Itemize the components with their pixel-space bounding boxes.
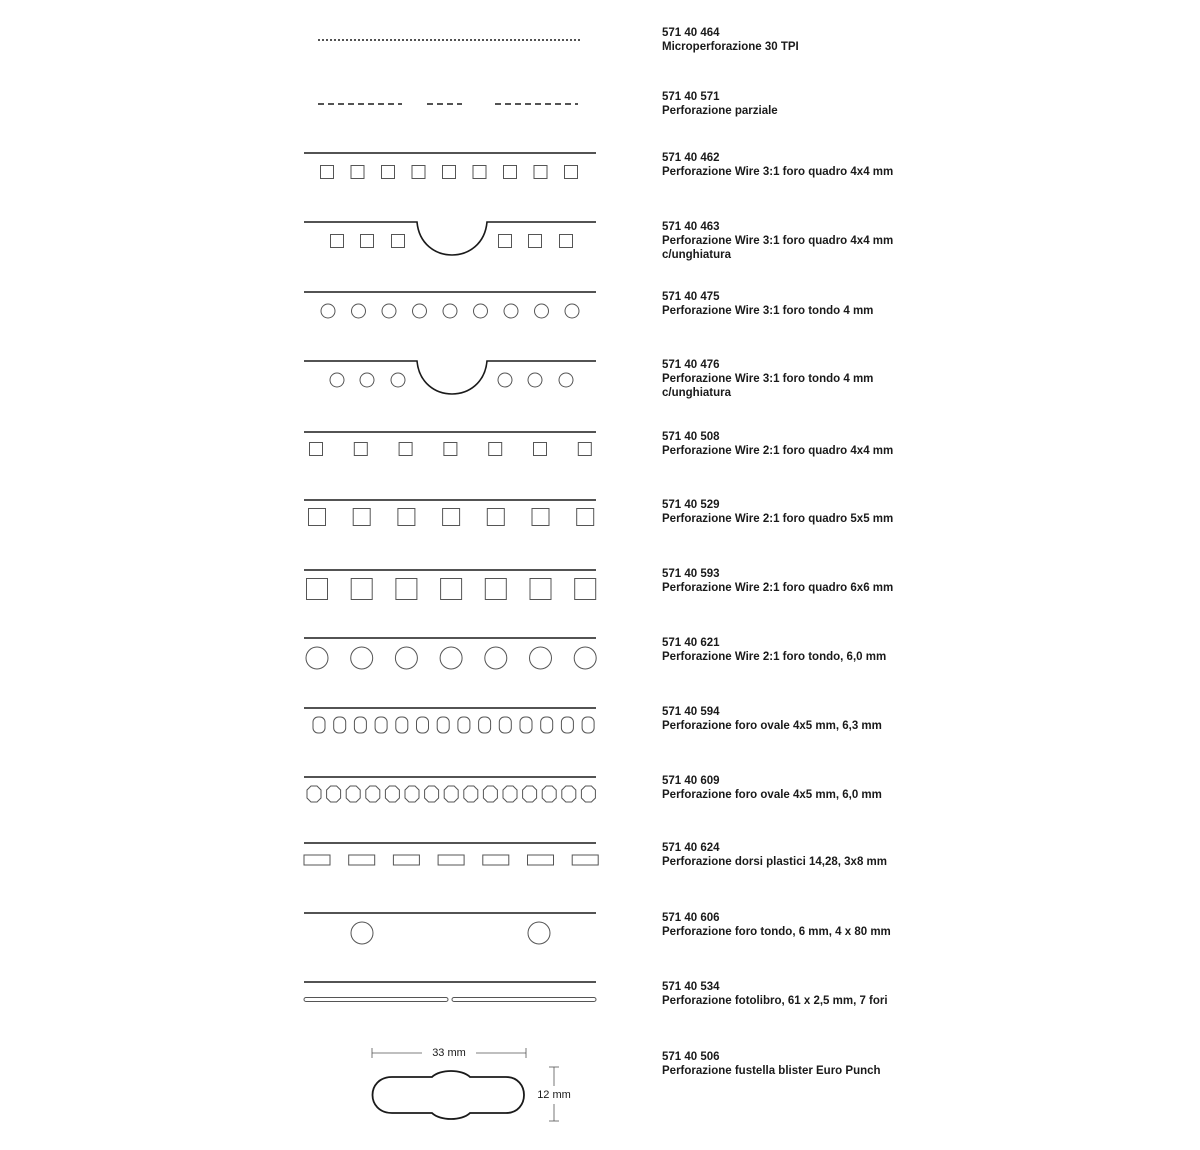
rect-slot [528,855,554,865]
round-hole [498,373,512,387]
row-description: Perforazione foro ovale 4x5 mm, 6,0 mm [662,789,882,801]
row-code: 571 40 621 [662,637,720,649]
round-hole [382,304,396,318]
row-label [662,290,873,318]
square-hole [530,579,551,600]
oval-hole [503,786,517,802]
square-hole [499,235,512,248]
row-label [662,841,887,869]
row-description: Perforazione Wire 2:1 foro quadro 6x6 mm [662,582,894,594]
row-label [662,911,891,939]
row-label [662,980,888,1008]
round-hole [443,304,457,318]
long-slot [304,998,448,1002]
oval-hole [405,786,419,802]
square-hole [351,166,364,179]
round-hole [530,647,552,669]
oval-hole [542,786,556,802]
round-hole [559,373,573,387]
rect-slot [438,855,464,865]
euro-punch-height-label: 12 mm [537,1089,571,1101]
square-hole [399,443,412,456]
square-hole [489,443,502,456]
oval-hole [523,786,537,802]
round-hole [321,304,335,318]
oval-hole [499,717,511,733]
row-label [662,358,873,400]
row-description: Perforazione foro ovale 4x5 mm, 6,3 mm [662,720,882,732]
square-hole [473,166,486,179]
square-hole [331,235,344,248]
oval-hole [561,717,573,733]
round-hole [485,647,507,669]
row-label [662,774,882,802]
round-hole [360,373,374,387]
row-description-extra: c/unghiatura [662,387,732,399]
row-code: 571 40 476 [662,359,720,371]
oval-hole [396,717,408,733]
square-hole [504,166,517,179]
round-hole [474,304,488,318]
oval-hole [334,717,346,733]
row-label [662,90,778,118]
row-code: 571 40 506 [662,1051,720,1063]
row-description: Perforazione Wire 2:1 foro quadro 5x5 mm [662,513,894,525]
row-code: 571 40 508 [662,431,720,443]
row-code: 571 40 475 [662,291,720,303]
oval-hole [313,717,325,733]
oval-hole [375,717,387,733]
row-label [662,151,893,179]
square-hole [529,235,542,248]
row-label [662,636,886,664]
square-hole [485,579,506,600]
oval-hole [444,786,458,802]
oval-hole [307,786,321,802]
round-hole [351,647,373,669]
square-hole [534,166,547,179]
row-description: Perforazione dorsi plastici 14,28, 3x8 mm [662,856,887,868]
oval-hole [483,786,497,802]
oval-hole [479,717,491,733]
oval-hole [417,717,429,733]
rect-slot [572,855,598,865]
long-slot [452,998,596,1002]
square-hole [441,579,462,600]
square-hole [577,509,594,526]
row-code: 571 40 571 [662,91,720,103]
oval-hole [582,717,594,733]
row-label [662,430,893,458]
oval-hole [385,786,399,802]
square-hole [361,235,374,248]
oval-hole [541,717,553,733]
square-hole [412,166,425,179]
row-description: Perforazione Wire 3:1 foro quadro 4x4 mm [662,235,894,247]
oval-hole [520,717,532,733]
row-code: 571 40 529 [662,499,720,511]
round-hole [504,304,518,318]
row-code: 571 40 609 [662,775,720,787]
square-hole [575,579,596,600]
square-hole [396,579,417,600]
square-hole [560,235,573,248]
row-description: Perforazione parziale [662,105,778,117]
square-hole [444,443,457,456]
row-description: Perforazione foro tondo, 6 mm, 4 x 80 mm [662,926,891,938]
round-hole [535,304,549,318]
round-hole [330,373,344,387]
row-code: 571 40 463 [662,221,720,233]
square-hole [443,509,460,526]
square-hole [307,579,328,600]
row-description: Microperforazione 30 TPI [662,41,799,53]
row-description: Perforazione Wire 2:1 foro tondo, 6,0 mm [662,651,887,663]
oval-hole [437,717,449,733]
oval-hole [464,786,478,802]
oval-hole [366,786,380,802]
row-description: Perforazione Wire 3:1 foro quadro 4x4 mm [662,166,894,178]
row-label [662,26,799,54]
rect-slot [393,855,419,865]
row-label [662,567,893,595]
oval-hole [458,717,470,733]
square-hole [354,443,367,456]
round-hole [440,647,462,669]
square-hole [578,443,591,456]
round-hole [391,373,405,387]
round-hole [306,647,328,669]
paper-edge-notch [304,361,596,394]
square-hole [321,166,334,179]
square-hole [309,509,326,526]
round-hole [351,922,373,944]
paper-edge-notch [304,222,596,255]
square-hole [382,166,395,179]
square-hole [392,235,405,248]
square-hole [351,579,372,600]
square-hole [487,509,504,526]
row-code: 571 40 606 [662,912,720,924]
oval-hole [327,786,341,802]
round-hole [395,647,417,669]
round-hole [528,922,550,944]
oval-hole [425,786,439,802]
row-description-extra: c/unghiatura [662,249,732,261]
square-hole [310,443,323,456]
round-hole [413,304,427,318]
round-hole [565,304,579,318]
rect-slot [349,855,375,865]
rect-slot [304,855,330,865]
euro-punch-shape [373,1071,525,1119]
row-label [662,220,893,262]
row-code: 571 40 462 [662,152,720,164]
row-code: 571 40 624 [662,842,720,854]
row-code: 571 40 534 [662,981,720,993]
square-hole [532,509,549,526]
oval-hole [562,786,576,802]
row-description: Perforazione fustella blister Euro Punch [662,1065,881,1077]
round-hole [574,647,596,669]
row-label [662,705,882,733]
oval-hole [581,786,595,802]
round-hole [528,373,542,387]
row-description: Perforazione Wire 3:1 foro tondo 4 mm [662,305,874,317]
square-hole [443,166,456,179]
square-hole [398,509,415,526]
square-hole [353,509,370,526]
row-code: 571 40 594 [662,706,720,718]
row-description: Perforazione Wire 3:1 foro tondo 4 mm [662,373,874,385]
round-hole [352,304,366,318]
oval-hole [354,717,366,733]
row-description: Perforazione fotolibro, 61 x 2,5 mm, 7 fori [662,995,888,1007]
square-hole [565,166,578,179]
row-code: 571 40 464 [662,27,720,39]
euro-punch-width-label: 33 mm [432,1047,466,1059]
rect-slot [483,855,509,865]
row-label [662,498,893,526]
oval-hole [346,786,360,802]
row-code: 571 40 593 [662,568,720,580]
square-hole [534,443,547,456]
row-label [662,1050,881,1078]
row-description: Perforazione Wire 2:1 foro quadro 4x4 mm [662,445,894,457]
